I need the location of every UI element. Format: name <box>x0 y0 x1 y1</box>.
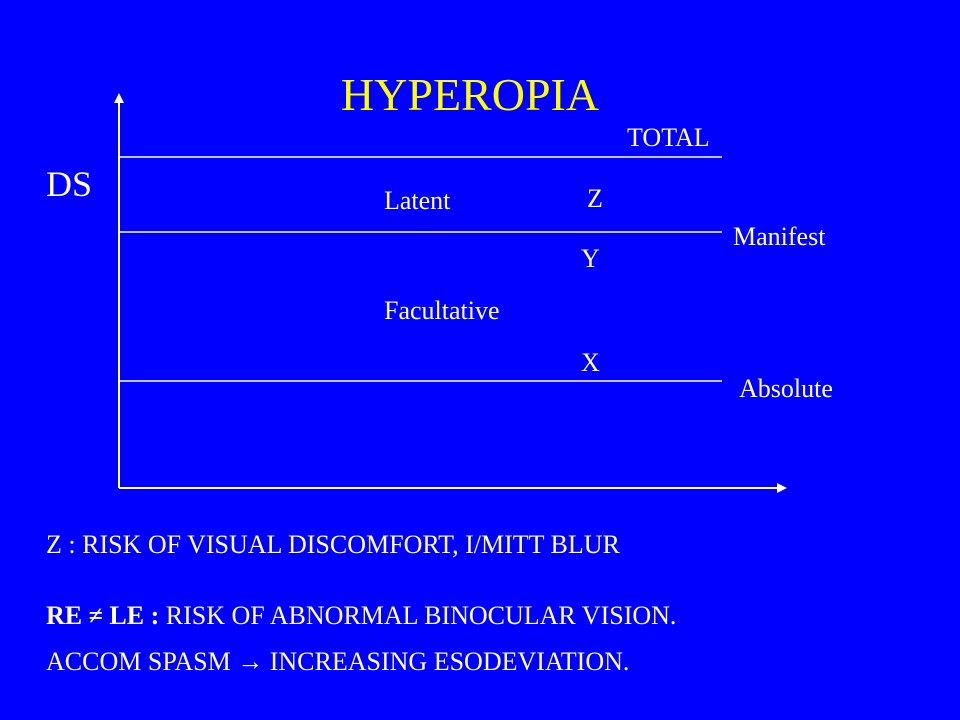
note-binocular-text: RISK OF ABNORMAL BINOCULAR VISION. <box>159 601 677 630</box>
manifest-label: Manifest <box>733 222 826 251</box>
facultative-label: Facultative <box>384 296 500 325</box>
note-re-le-prefix: RE ≠ LE : <box>46 601 160 630</box>
note-accom-prefix: ACCOM SPASM <box>46 647 238 676</box>
note-visual-discomfort: Z : RISK OF VISUAL DISCOMFORT, I/MITT BLUR <box>46 530 620 559</box>
marker-y: Y <box>581 244 600 273</box>
right-arrow-icon: → <box>237 647 264 676</box>
marker-x: X <box>581 348 600 377</box>
total-label: TOTAL <box>627 123 710 152</box>
marker-z: Z <box>587 184 603 213</box>
latent-label: Latent <box>384 186 451 215</box>
absolute-label: Absolute <box>739 374 833 403</box>
note-binocular-vision <box>46 603 676 629</box>
axis-label-ds: DS <box>46 164 93 204</box>
note-esodeviation-text: INCREASING ESODEVIATION. <box>263 647 630 676</box>
slide-title: HYPEROPIA <box>340 69 600 120</box>
note-accom-spasm <box>46 649 629 675</box>
